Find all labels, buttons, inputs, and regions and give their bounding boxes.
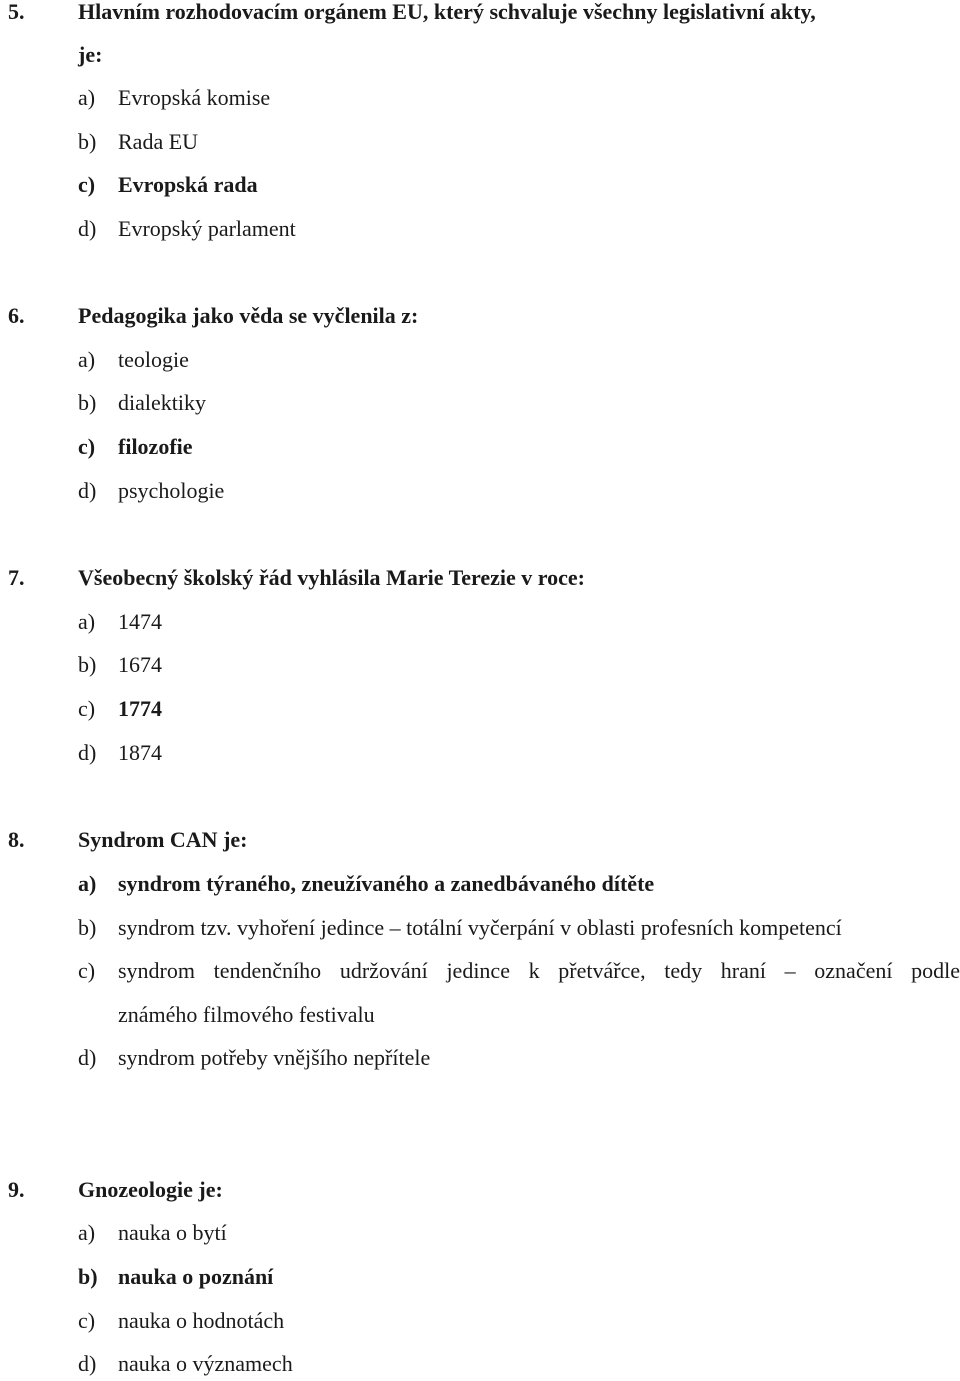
option-8d: [0, 1041, 960, 1075]
option-9a: [0, 1216, 960, 1250]
question-number: 5.: [8, 0, 25, 24]
question-text-continued: je:: [78, 42, 103, 67]
question-9-heading: [0, 1173, 960, 1207]
question-text: Gnozeologie je:: [78, 1177, 223, 1202]
option-9b: [0, 1260, 960, 1294]
question-number: 8.: [8, 827, 25, 852]
option-letter: b): [78, 915, 97, 940]
question-7-heading: [0, 561, 960, 595]
option-letter: a): [78, 871, 97, 896]
option-text: Evropský parlament: [118, 216, 296, 241]
option-text: syndrom tendenčního udržování jedince k přetvářce, tedy hraní – označení podle: [118, 958, 960, 983]
option-text: Rada EU: [118, 129, 199, 154]
option-text-continued: známého filmového festivalu: [118, 1002, 375, 1027]
option-8a: [0, 867, 960, 901]
question-8-heading: [0, 823, 960, 857]
option-8b: [0, 911, 960, 945]
option-text: 1474: [118, 609, 162, 634]
option-text: 1674: [118, 652, 162, 677]
option-5b: [0, 125, 960, 159]
option-7a: [0, 605, 960, 639]
option-9c: [0, 1304, 960, 1338]
option-6d: [0, 474, 960, 508]
option-7c: [0, 692, 960, 726]
option-6b: [0, 386, 960, 420]
option-text: nauka o hodnotách: [118, 1308, 285, 1333]
option-letter: c): [78, 1308, 96, 1333]
option-letter: d): [78, 478, 97, 503]
question-number: 7.: [8, 565, 25, 590]
option-letter: c): [78, 434, 96, 459]
question-text: Pedagogika jako věda se vyčlenila z:: [78, 303, 419, 328]
option-text: syndrom tzv. vyhoření jedince – totální vyčerpání v oblasti profesních kompetencí: [118, 915, 842, 940]
question-6-heading: [0, 299, 960, 333]
option-6a: [0, 343, 960, 377]
option-text: dialektiky: [118, 390, 206, 415]
option-7b: [0, 648, 960, 682]
option-letter: d): [78, 1045, 97, 1070]
option-text: psychologie: [118, 478, 225, 503]
option-text: Evropská komise: [118, 85, 271, 110]
option-text-correct: nauka o poznání: [118, 1264, 274, 1289]
option-letter: b): [78, 390, 97, 415]
option-text: teologie: [118, 347, 189, 372]
option-6c: [0, 430, 960, 464]
option-9d: [0, 1347, 960, 1381]
option-letter: d): [78, 216, 97, 241]
option-8c: [0, 954, 960, 988]
option-text: nauka o významech: [118, 1351, 293, 1376]
option-8c-continued: [0, 998, 960, 1032]
option-letter: b): [78, 1264, 98, 1289]
option-text-correct: filozofie: [118, 434, 193, 459]
question-5-heading-continued: [0, 38, 960, 72]
option-text-correct: 1774: [118, 696, 162, 721]
option-letter: d): [78, 1351, 97, 1376]
option-letter: d): [78, 740, 97, 765]
question-text: Syndrom CAN je:: [78, 827, 248, 852]
option-text-correct: Evropská rada: [118, 172, 258, 197]
question-number: 6.: [8, 303, 25, 328]
question-text: Všeobecný školský řád vyhlásila Marie Terezie v roce:: [78, 565, 585, 590]
option-letter: b): [78, 652, 97, 677]
option-letter: a): [78, 85, 96, 110]
option-letter: a): [78, 609, 96, 634]
option-text: 1874: [118, 740, 162, 765]
option-letter: c): [78, 696, 96, 721]
question-5-heading: [0, 0, 960, 29]
option-text: syndrom potřeby vnějšího nepřítele: [118, 1045, 431, 1070]
option-letter: a): [78, 347, 96, 372]
option-letter: c): [78, 958, 96, 983]
option-7d: [0, 736, 960, 770]
option-text-correct: syndrom týraného, zneužívaného a zanedbávaného dítěte: [118, 871, 655, 896]
option-letter: a): [78, 1220, 96, 1245]
option-5c: [0, 168, 960, 202]
question-number: 9.: [8, 1177, 25, 1202]
option-5d: [0, 212, 960, 246]
option-5a: [0, 81, 960, 115]
question-text: Hlavním rozhodovacím orgánem EU, který schvaluje všechny legislativní akty,: [78, 0, 816, 24]
option-text: nauka o bytí: [118, 1220, 227, 1245]
option-letter: b): [78, 129, 97, 154]
option-letter: c): [78, 172, 96, 197]
